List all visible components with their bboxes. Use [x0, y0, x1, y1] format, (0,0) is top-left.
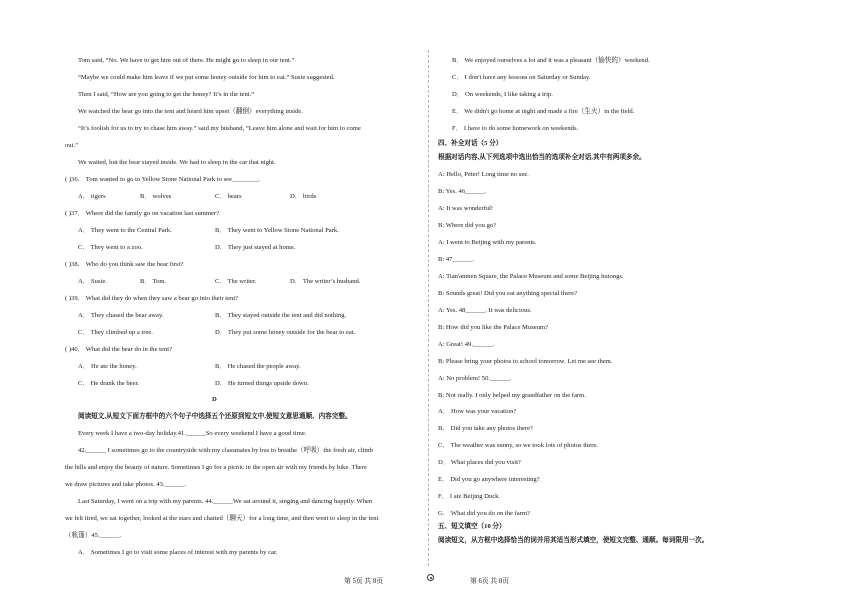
dialogue-line: B: Sounds great! Did you eat anything special there?: [438, 290, 578, 297]
section-heading-d: D: [212, 396, 217, 403]
option: E． We didn't go home at night and made a fire（生火）in the field.: [452, 108, 635, 115]
dialogue-line: B: Yes. 46______.: [438, 188, 487, 195]
option: D． They put some honey outside for the bear to eat.: [215, 329, 356, 336]
question-39: ( )39． What did they do when they saw a bear go into their tent?: [65, 295, 239, 302]
section-instruction: 根据对话内容,从下列选项中选出恰当的选项补全对话,其中有两项多余。: [438, 154, 646, 161]
dialogue-line: A: Hello, Peter! Long time no see.: [438, 171, 529, 178]
section-instruction: 阅读短文，从方框中选择恰当的词并用其适当形式填空，使短文完整、通顺。每词限用一次。: [438, 537, 709, 544]
option: A． Sometimes I go to visit some places of interest with my parents by car.: [78, 549, 278, 556]
option: C． They went to a zoo.: [78, 244, 143, 251]
option: C． They climbed up a tree.: [78, 329, 153, 336]
dialogue-line: A: Yes. 48______. It was delicious.: [438, 307, 532, 314]
option: F． I ate Beijing Duck.: [438, 493, 501, 500]
dialogue-line: A: I went to Beijing with my parents.: [438, 239, 537, 246]
option: C． He drank the beer.: [78, 380, 139, 387]
option: A． He ate the honey.: [78, 363, 137, 370]
passage-line: the hills and enjoy the beauty of nature. Sometimes I go for a picnic in the open air with my friends by bike. There: [65, 464, 367, 471]
dialogue-line: B: Not really. I only helped my grandfather on the farm.: [438, 392, 586, 399]
option: A． How was your vacation?: [438, 408, 517, 415]
option: F． I have to do some homework on weekends.: [452, 125, 579, 132]
section-title: 四、补全对话（5 分）: [438, 140, 503, 147]
passage-line: “It’s foolish for us to try to chase him away.” said my husband, “Leave him alone and wait for him to come: [78, 125, 361, 132]
option: B． They went to Yellow Stone National Park.: [215, 227, 339, 234]
passage-line: Every week I have a two-day holiday.41.______So every weekend I have a good time.: [78, 430, 307, 437]
passage-line: Tom said, “No. We have to get him out of there. He might go to sleep in our tent.”: [78, 57, 295, 64]
option: B． Did you take any photos there?: [438, 425, 533, 432]
passage-line: 42.______ I sometimes go to the countryside with my classmates by bus to breathe（呼吸）the fresh air, climb: [78, 447, 373, 454]
dialogue-line: B: How did you like the Palace Museum?: [438, 324, 549, 331]
section-title: 五、短文填空（10 分）: [438, 523, 506, 530]
question-36: ( )36． Tom wanted to go to Yellow Stone National Park to see________.: [65, 176, 261, 183]
passage-line: out.”: [65, 142, 79, 149]
dialogue-line: A: It was wonderful!: [438, 205, 494, 212]
option: A． Susie.: [78, 278, 107, 285]
option: C． The weather was sunny, so we took lots of photos there.: [438, 442, 599, 449]
option: B． We enjoyed ourselves a lot and it was a pleasant（愉快的）weekend.: [452, 57, 650, 64]
option: D． The writer’s husband.: [290, 278, 361, 285]
dialogue-line: A: Tian'anmen Square, the Palace Museum and some Beijing hutongs.: [438, 273, 624, 280]
passage-line: we draw pictures and take photos. 43.______.: [65, 481, 187, 488]
option: D． On weekends, I like taking a trip.: [452, 91, 553, 98]
passage-line: We watched the bear go into the tent and heard him upset（翻倒）everything inside.: [78, 108, 303, 115]
option: C． I don't have any lessons on Saturday or Sunday.: [452, 74, 591, 81]
page-footer: 第 5页 共 8页: [344, 578, 384, 585]
option: A． They went to the Central Park.: [78, 227, 172, 234]
question-37: ( )37． Where did the family go on vacation last summer?: [65, 210, 220, 217]
dialogue-line: B: 47______.: [438, 256, 474, 263]
option: C． The writer.: [215, 278, 257, 285]
page-footer: 第 6页 共 8页: [470, 578, 510, 585]
option: A． tigers: [78, 193, 106, 200]
passage-line: （帐篷）45.______.: [65, 532, 122, 539]
option: A． They chased the bear away.: [78, 312, 164, 319]
question-40: ( )40． What did the bear do in the tent?: [65, 346, 172, 353]
passage-line: we felt tired, we sat together, looked at the stars and chatted（聊天）for a long time, and then went to sleep in the tent: [65, 515, 379, 522]
option: B． They stayed outside the tent and did nothing.: [215, 312, 347, 319]
option: D． What places did you visit?: [438, 459, 521, 466]
passage-line: We waited, but the bear stayed inside. We had to sleep in the car that night.: [78, 159, 276, 166]
question-38: ( )38． Who do you think saw the bear first?: [65, 261, 184, 268]
dialogue-line: A: Great! 49.______.: [438, 341, 495, 348]
option: G． What did you do on the farm?: [438, 510, 530, 517]
passage-line: “Maybe we could make him leave if we put some honey outside for him to eat.” Susie suggested.: [78, 74, 335, 81]
option: B． wolves: [140, 193, 172, 200]
page-6: [430, 0, 860, 608]
column-divider: [428, 50, 429, 566]
dialogue-line: A: No problem! 50.______.: [438, 375, 512, 382]
option: D． They just stayed at home.: [215, 244, 296, 251]
passage-line: Then I said, “How are you going to get the honey? It’s in the tent.”: [78, 91, 255, 98]
option: B． Tom.: [140, 278, 167, 285]
passage-line: Last Saturday, I went on a trip with my parents. 44.______We sat around it, singing and dancing happily. When: [78, 498, 373, 505]
option: E． Did you go anywhere interesting?: [438, 476, 540, 483]
option: B． He chased the people away.: [215, 363, 301, 370]
option: D． He turned things upside down.: [215, 380, 309, 387]
dialogue-line: B: Please bring your photos to school tomorrow. Let me see them.: [438, 358, 613, 365]
option: D． birds: [290, 193, 317, 200]
option: C． bears: [215, 193, 242, 200]
dialogue-line: B: Where did you go?: [438, 222, 497, 229]
section-instruction: 阅读短文,从短文下面方框中的六个句子中选择五个还原到短文中,使短文意思通顺、内容完整。: [78, 413, 352, 420]
